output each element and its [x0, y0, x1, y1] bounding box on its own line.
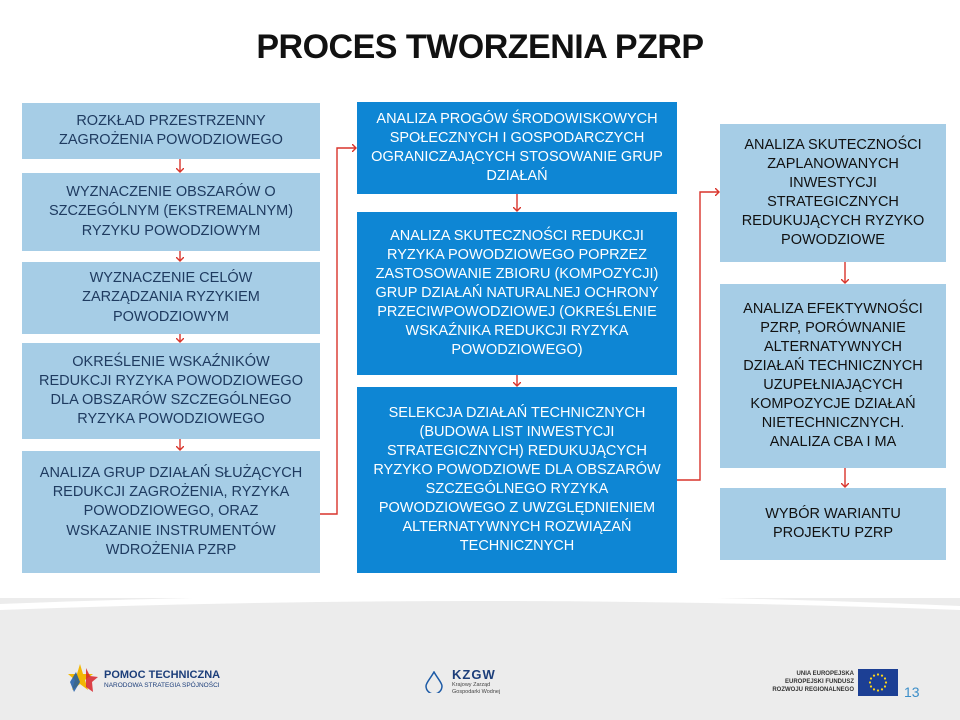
step-okreslenie-wskaznikow: OKREŚLENIE WSKAŹNIKÓW REDUKCJI RYZYKA POWODZIOWEGO DLA OBSZARÓW SZCZEGÓLNEGO RYZYKA POWODZIOWEGO	[22, 343, 320, 439]
pomoc-techniczna-logo	[68, 662, 220, 696]
step-selekcja-dzialan: SELEKCJA DZIAŁAŃ TECHNICZNYCH (BUDOWA LIST INWESTYCJI STRATEGICZNYCH) REDUKUJĄCYCH RYZYKO POWODZIOWE DLA OBSZARÓW SZCZEGÓLNEGO RYZYKA POWODZIOWEGO Z UWZGLĘDNIENIEM ALTERNATYWNYCH ROZWIĄZAŃ TECHNICZNYCH	[357, 387, 677, 573]
step-analiza-skutecznosci-inwestycji: ANALIZA SKUTECZNOŚCI ZAPLANOWANYCH INWESTYCJI STRATEGICZNYCH REDUKUJĄCYCH RYZYKO POWODZIOWE	[720, 124, 946, 262]
step-rozklad-przestrzenny: ROZKŁAD PRZESTRZENNY ZAGROŻENIA POWODZIOWEGO	[22, 103, 320, 159]
page-number: 13	[904, 684, 920, 700]
step-analiza-grup-dzialan: ANALIZA GRUP DZIAŁAŃ SŁUŻĄCYCH REDUKCJI ZAGROŻENIA, RYZYKA POWODZIOWEGO, ORAZ WSKAZANIE INSTRUMENTÓW WDROŻENIA PZRP	[22, 451, 320, 573]
step-wybor-wariantu: WYBÓR WARIANTU PROJEKTU PZRP	[720, 488, 946, 560]
star-logo-icon	[68, 662, 98, 696]
eu-flag-icon	[858, 669, 898, 696]
step-analiza-efektywnosci: ANALIZA EFEKTYWNOŚCI PZRP, PORÓWNANIE ALTERNATYWNYCH DZIAŁAŃ TECHNICZNYCH UZUPEŁNIAJĄCYCH KOMPOZYCJE DZIAŁAŃ NIETECHNICZNYCH. ANALIZA CBA I MA	[720, 284, 946, 468]
step-analiza-skutecznosci-redukcji: ANALIZA SKUTECZNOŚCI REDUKCJI RYZYKA POWODZIOWEGO POPRZEZ ZASTOSOWANIE ZBIORU (KOMPOZYCJI) GRUP DZIAŁAŃ NATURALNEJ OCHRONY PRZECIWPOWODZIOWEJ (OKREŚLENIE WSKAŹNIKA REDUKCJI RYZYKA POWODZIOWEGO)	[357, 212, 677, 375]
kzgw-full-name: Krajowy Zarząd Gospodarki Wodnej	[452, 682, 501, 695]
step-analiza-progow: ANALIZA PROGÓW ŚRODOWISKOWYCH SPOŁECZNYCH I GOSPODARCZYCH OGRANICZAJĄCYCH STOSOWANIE GRUP DZIAŁAŃ	[357, 102, 677, 194]
eu-text: UNIA EUROPEJSKA EUROPEJSKI FUNDUSZ ROZWOJU REGIONALNEGO	[772, 671, 854, 694]
pomoc-title: POMOC TECHNICZNA	[104, 668, 221, 681]
kzgw-name: KZGW	[452, 667, 496, 682]
water-drop-icon	[424, 671, 444, 693]
step-wyznaczenie-obszarow: WYZNACZENIE OBSZARÓW O SZCZEGÓLNYM (EKSTREMALNYM) RYZYKU POWODZIOWYM	[22, 173, 320, 251]
step-wyznaczenie-celow: WYZNACZENIE CELÓW ZARZĄDZANIA RYZYKIEM POWODZIOWYM	[22, 262, 320, 334]
page-title: PROCES TWORZENIA PZRP	[256, 28, 704, 66]
pomoc-subtitle: NARODOWA STRATEGIA SPÓJNOŚCI	[104, 681, 220, 689]
kzgw-logo	[424, 668, 502, 695]
